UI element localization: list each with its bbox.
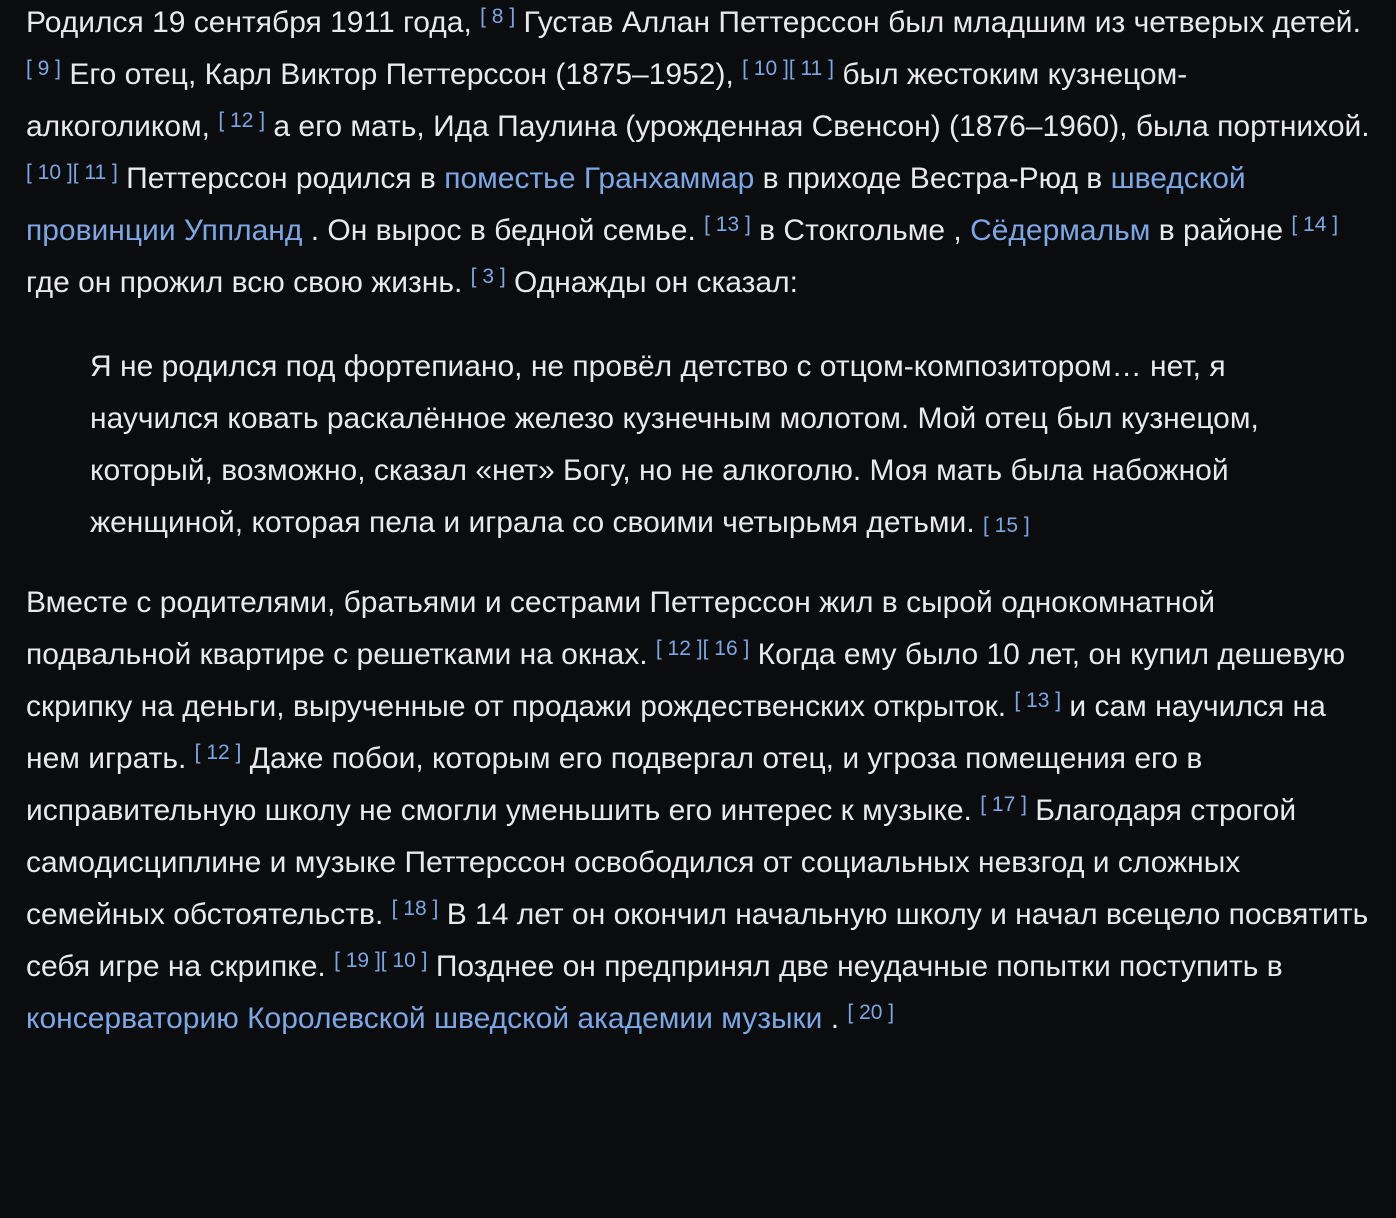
- body-text: Когда ему было 10 лет, он купил дешевую скрипку на деньги, вырученные от продажи рождественских открыток.: [26, 638, 1346, 723]
- citation-link[interactable]: [ 19 ]: [334, 949, 381, 972]
- body-text: Даже побои, которым его подвергал отец, и угроза помещения его в исправительную школу не смогли уменьшить его интерес к музыке.: [26, 742, 1203, 827]
- body-text: Вместе с родителями, братьями и сестрами Петтерссон жил в сырой однокомнатной подвальной квартире с решетками на окнах.: [26, 586, 1215, 671]
- body-text: . Он вырос в бедной семье.: [302, 214, 705, 247]
- citation-link[interactable]: [ 12 ]: [655, 637, 703, 660]
- citation-link[interactable]: [ 17 ]: [980, 793, 1027, 816]
- citation-ref[interactable]: [980, 793, 1027, 816]
- quote-block: [90, 341, 1290, 549]
- body-text: Благодаря строгой самодисциплине и музыке Петтерссон освободился от социальных невзгод и сложных семейных обстоятельств.: [26, 794, 1297, 931]
- body-text: и сам научился на нем играть.: [26, 690, 1326, 775]
- citation-link[interactable]: [ 13 ]: [704, 213, 751, 236]
- wiki-link[interactable]: поместье Гранхаммар: [444, 162, 755, 195]
- wiki-link[interactable]: Сёдермальм: [970, 214, 1151, 247]
- citation-link[interactable]: [ 3 ]: [470, 265, 506, 288]
- body-text: где он прожил всю свою жизнь.: [26, 266, 471, 299]
- body-text: Густав Аллан Петтерссон был младшим из четверых детей.: [515, 6, 1361, 39]
- body-text: а его мать, Ида Паулина (урожденная Свенсон) (1876–1960), была портнихой.: [265, 110, 1370, 143]
- citation-ref[interactable]: [1014, 689, 1061, 712]
- citation-ref[interactable]: [789, 57, 834, 80]
- citation-ref[interactable]: [704, 213, 751, 236]
- citation-link[interactable]: [ 15 ]: [982, 514, 1030, 537]
- body-text: Позднее он предпринял две неудачные попытки поступить в: [427, 950, 1283, 983]
- body-text: в районе: [1150, 214, 1292, 247]
- body-text: Я не родился под фортепиано, не провёл детство с отцом-композитором… нет, я научился ковать раскалённое железо кузнечным молотом. Мой отец был кузнецом, который, возможно, сказал «нет» Богу, но не алкоголю. Моя мать была набожной женщиной, которая пела и играла со своими четырьмя детьми.: [90, 350, 1259, 539]
- body-text: в Стокгольме ,: [750, 214, 971, 247]
- body-text: Однажды он сказал:: [505, 266, 798, 299]
- citation-link[interactable]: [ 10 ]: [742, 57, 789, 80]
- citation-link[interactable]: [ 11 ]: [788, 57, 834, 80]
- citation-link[interactable]: [ 11 ]: [72, 161, 118, 184]
- citation-ref[interactable]: [218, 109, 265, 132]
- body-text: был жестоким кузнецом-алкоголиком,: [26, 58, 1188, 143]
- citation-link[interactable]: [ 20 ]: [847, 1001, 895, 1024]
- citation-link[interactable]: [ 18 ]: [391, 897, 439, 920]
- citation-ref[interactable]: [656, 637, 703, 660]
- citation-ref[interactable]: [26, 57, 61, 80]
- wiki-link[interactable]: шведской провинции Уппланд: [26, 162, 1246, 247]
- wiki-link[interactable]: консерваторию Королевской шведской академии музыки: [26, 1002, 823, 1035]
- citation-ref[interactable]: [334, 949, 381, 972]
- body-text: Его отец, Карл Виктор Петтерссон (1875–1952),: [61, 58, 743, 91]
- citation-link[interactable]: [ 14 ]: [1291, 213, 1339, 236]
- citation-ref[interactable]: [847, 1001, 894, 1024]
- body-text: Родился 19 сентября 1911 года,: [26, 6, 481, 39]
- citation-ref[interactable]: [742, 57, 789, 80]
- body-text: .: [822, 1002, 848, 1035]
- citation-ref[interactable]: [983, 506, 1030, 546]
- citation-link[interactable]: [ 8 ]: [480, 5, 516, 28]
- citation-ref[interactable]: [381, 949, 428, 972]
- citation-link[interactable]: [ 13 ]: [1014, 689, 1062, 712]
- citation-ref[interactable]: [471, 265, 506, 288]
- citation-ref[interactable]: [26, 161, 73, 184]
- citation-ref[interactable]: [480, 5, 515, 28]
- citation-link[interactable]: [ 16 ]: [702, 637, 750, 660]
- citation-ref[interactable]: [392, 897, 439, 920]
- citation-link[interactable]: [ 12 ]: [218, 109, 266, 132]
- citation-ref[interactable]: [195, 741, 242, 764]
- citation-link[interactable]: [ 10 ]: [380, 949, 428, 972]
- body-text: в приходе Вестра-Рюд в: [754, 162, 1111, 195]
- paragraph-birth: [26, 0, 1370, 309]
- citation-link[interactable]: [ 10 ]: [26, 161, 73, 184]
- citation-link[interactable]: [ 9 ]: [26, 57, 62, 80]
- body-text: В 14 лет он окончил начальную школу и начал всецело посвятить себя игре на скрипке.: [26, 898, 1369, 983]
- paragraph-childhood: [26, 577, 1370, 1045]
- citation-ref[interactable]: [1291, 213, 1338, 236]
- citation-link[interactable]: [ 12 ]: [194, 741, 242, 764]
- citation-ref[interactable]: [703, 637, 750, 660]
- body-text: Петтерссон родился в: [117, 162, 445, 195]
- citation-ref[interactable]: [73, 161, 118, 184]
